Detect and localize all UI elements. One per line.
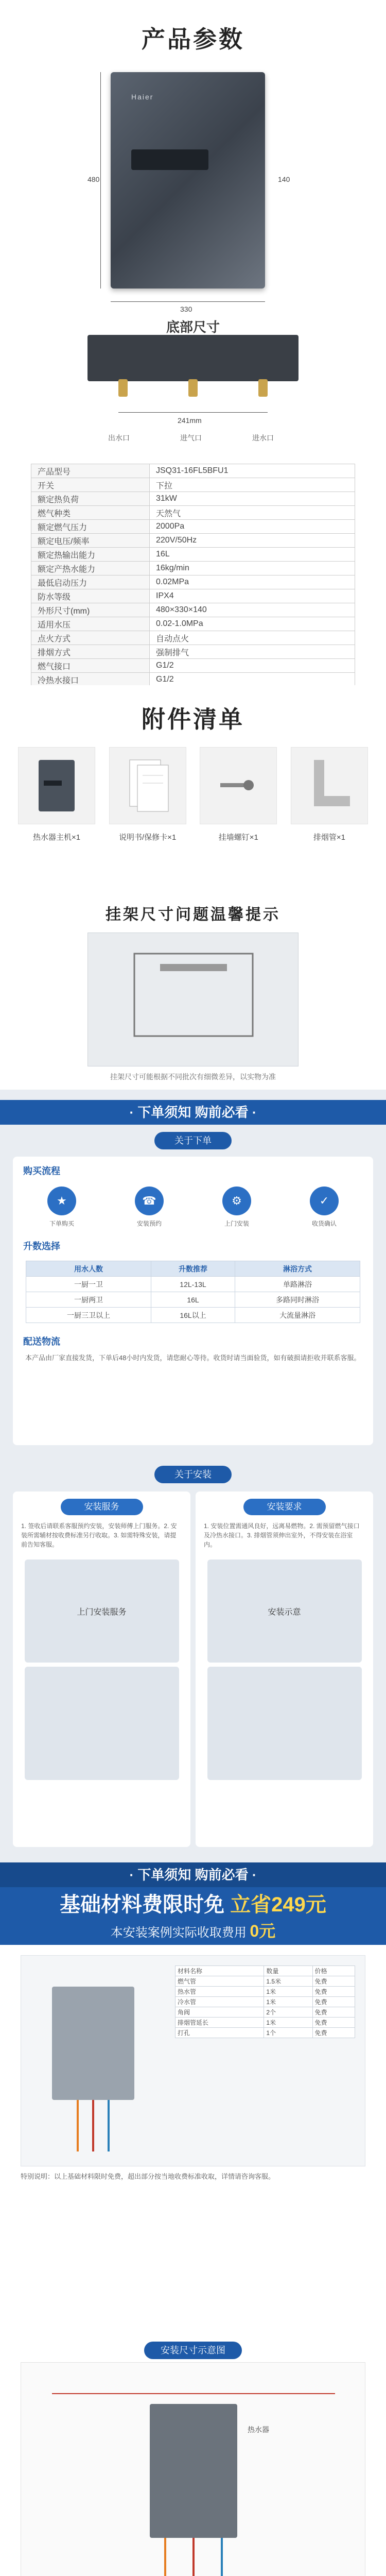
table-cell: 角阀 [176, 2007, 264, 2018]
free-materials-section [0, 1862, 386, 2342]
pipe-label: 进水口 [252, 434, 274, 442]
table-cell: 冷热水接口 [31, 673, 150, 686]
table-cell: 额定热负荷 [31, 492, 150, 506]
accessory-item [197, 747, 279, 850]
free-headline [0, 1888, 386, 1918]
calendar-icon: ☎ [135, 1187, 164, 1215]
table-cell: 大流量淋浴 [235, 1308, 360, 1323]
table-row [176, 2007, 355, 2018]
accessory-caption: 排烟管×1 [313, 833, 346, 842]
install-columns [13, 1492, 373, 1847]
table-cell: 免费 [312, 2007, 355, 2018]
table-cell: 防水等级 [31, 589, 150, 603]
install-service-column [13, 1492, 190, 1847]
table-cell: 开关 [31, 478, 150, 492]
free-banner: · 下单须知 购前必看 · [0, 1862, 386, 1887]
install-diagram-section [0, 2342, 386, 2576]
free-zero-price: 0元 [250, 1922, 276, 1940]
check-icon: ✓ [310, 1187, 339, 1215]
purchase-steps [13, 1177, 373, 1228]
table-cell: 1米 [264, 2018, 312, 2028]
accessory-caption: 说明书/保修卡×1 [119, 833, 177, 842]
install-service-image: 上门安装服务 [25, 1560, 179, 1663]
table-cell: 天然气 [150, 506, 355, 520]
table-cell: 1米 [264, 1997, 312, 2007]
height-dim-line [100, 72, 101, 289]
table-row [26, 1277, 360, 1292]
notice-pill: 关于下单 [154, 1132, 232, 1149]
bracket-section [0, 886, 386, 1090]
table-row [176, 1997, 355, 2007]
table-row [31, 575, 355, 589]
notice-card [13, 1157, 373, 1445]
table-row [31, 562, 355, 575]
table-cell: 220V/50Hz [150, 534, 355, 548]
table-cell: 一厨两卫 [26, 1292, 151, 1308]
table-cell: 31kW [150, 492, 355, 506]
table-cell: IPX4 [150, 589, 355, 603]
table-row [31, 534, 355, 548]
install-requirement-image-2 [207, 1667, 362, 1780]
notice-banner: · 下单须知 购前必看 · [0, 1100, 386, 1125]
purchase-flow-title: 购买流程 [23, 1166, 60, 1176]
table-cell: 点火方式 [31, 631, 150, 645]
table-row [26, 1292, 360, 1308]
free-headline-savings: 立省249元 [230, 1893, 326, 1916]
install-section [0, 1455, 386, 1862]
install-service-title: 安装服务 [61, 1499, 143, 1515]
table-cell: 适用水压 [31, 617, 150, 631]
accessories-section [0, 685, 386, 886]
table-cell: 下拉 [150, 478, 355, 492]
step-label: 安装预约 [136, 1220, 162, 1227]
diagram-pill: 安装尺寸示意图 [144, 2342, 242, 2359]
table-cell: 0.02-1.0MPa [150, 617, 355, 631]
product-front-image [111, 72, 265, 289]
table-row [31, 478, 355, 492]
table-cell: 一厨一卫 [26, 1277, 151, 1292]
bracket-title: 挂架尺寸问题温馨提示 [106, 906, 280, 923]
bottom-view-image [87, 335, 299, 381]
table-cell: 免费 [312, 1976, 355, 1987]
table-cell: 额定电压/频率 [31, 534, 150, 548]
table-cell: 产品型号 [31, 464, 150, 478]
table-cell: 1.5米 [264, 1976, 312, 1987]
table-cell: 免费 [312, 2028, 355, 2038]
accessories-row [15, 747, 371, 850]
table-cell: 强制排气 [150, 645, 355, 659]
table-header: 淋浴方式 [235, 1261, 360, 1277]
table-cell: 热水管 [176, 1987, 264, 1997]
pipe-gap-label: 241mm [178, 416, 202, 425]
table-cell: 额定热输出能力 [31, 548, 150, 562]
table-cell: 冷水管 [176, 1997, 264, 2007]
step-label: 收货确认 [311, 1220, 337, 1227]
free-notes: 特别说明：以上基础材料限时免费，超出部分按当地收费标准收取，详情请咨询客服。 [21, 2173, 275, 2180]
free-materials-header [0, 1862, 386, 1945]
flue-pipe-icon [291, 747, 368, 824]
table-cell: 外形尺寸(mm) [31, 603, 150, 617]
table-cell: 多路同时淋浴 [235, 1292, 360, 1308]
capacity-table [26, 1261, 360, 1323]
table-row [31, 492, 355, 506]
install-requirement-column [196, 1492, 373, 1847]
table-cell: 免费 [312, 1987, 355, 1997]
table-cell: 16L以上 [151, 1308, 235, 1323]
table-cell: 单路淋浴 [235, 1277, 360, 1292]
free-headline-text: 基础材料费限时免 [60, 1893, 225, 1916]
table-cell: 免费 [312, 2018, 355, 2028]
cart-icon: ★ [47, 1187, 76, 1215]
table-header: 升数推荐 [151, 1261, 235, 1277]
bracket-note: 挂架尺寸可能根据不同批次有细微差异，以实物为准 [110, 1073, 276, 1081]
table-row [31, 603, 355, 617]
table-row [31, 645, 355, 659]
step-item [33, 1187, 90, 1228]
table-cell: 燃气接口 [31, 659, 150, 673]
capacity-title: 升数选择 [23, 1241, 60, 1251]
install-requirement-image: 安装示意 [207, 1560, 362, 1663]
bottom-title: 底部尺寸 [166, 319, 220, 335]
table-cell: 打孔 [176, 2028, 264, 2038]
table-cell: 燃气种类 [31, 506, 150, 520]
width-dim-line [111, 301, 265, 302]
table-cell: 12L-13L [151, 1277, 235, 1292]
table-cell: 2个 [264, 2007, 312, 2018]
table-cell: 排烟方式 [31, 645, 150, 659]
accessory-item [15, 747, 98, 850]
specs-title: 产品参数 [142, 26, 244, 53]
table-cell: 免费 [312, 1997, 355, 2007]
table-cell: 2000Pa [150, 520, 355, 534]
screw-icon [200, 747, 277, 824]
table-cell: 自动点火 [150, 631, 355, 645]
height-dim-label: 480 [87, 175, 100, 183]
manual-icon [109, 747, 186, 824]
table-cell: 0.02MPa [150, 575, 355, 589]
table-cell: 一厨三卫以上 [26, 1308, 151, 1323]
table-cell: 16L [151, 1292, 235, 1308]
table-row [31, 659, 355, 673]
specs-table [31, 464, 355, 685]
table-row [176, 1966, 355, 1976]
table-row [31, 631, 355, 645]
pipe-icon [188, 379, 198, 397]
delivery-title: 配送物流 [23, 1336, 60, 1347]
control-panel [131, 149, 208, 170]
free-materials-table [175, 1965, 355, 2038]
step-item [208, 1187, 265, 1228]
table-row [176, 1976, 355, 1987]
install-service-text: 1. 签收后请联系客服预约安装，安装师傅上门服务。2. 安装所需辅材按收费标准另行收取。3. 如需特殊安装，请提前告知客服。 [21, 1522, 177, 1548]
install-diagram [21, 2362, 365, 2576]
table-row [26, 1308, 360, 1323]
free-subline-text: 本安装案例实际收取费用 [110, 1926, 247, 1940]
table-row [31, 673, 355, 686]
pipe-label: 进气口 [180, 434, 202, 442]
step-item [121, 1187, 178, 1228]
accessory-caption: 挂墙螺钉×1 [218, 833, 258, 842]
table-row [176, 2018, 355, 2028]
table-cell: 燃气管 [176, 1976, 264, 1987]
table-cell: G1/2 [150, 659, 355, 673]
install-service-image-2 [25, 1667, 179, 1780]
pipe-icon [118, 379, 128, 397]
accessory-item [107, 747, 189, 850]
pipe-gap-line [118, 412, 268, 413]
table-row [31, 506, 355, 520]
width-dim-label: 330 [180, 305, 192, 313]
free-subline [0, 1918, 386, 1942]
table-cell: 16L [150, 548, 355, 562]
notice-section [0, 1090, 386, 1455]
table-row [31, 520, 355, 534]
pipe-label: 出水口 [108, 434, 130, 442]
accessories-title: 附件清单 [142, 706, 244, 733]
table-cell: 1米 [264, 1987, 312, 1997]
accessory-item [288, 747, 371, 850]
table-cell: 额定产热水能力 [31, 562, 150, 575]
step-item [296, 1187, 353, 1228]
table-row [176, 1987, 355, 1997]
table-row [31, 548, 355, 562]
table-cell: JSQ31-16FL5BFU1 [150, 464, 355, 478]
table-cell: 价格 [312, 1966, 355, 1976]
accessory-caption: 热水器主机×1 [32, 833, 81, 842]
install-requirement-text: 1. 安装位置需通风良好，远离易燃物。2. 需预留燃气接口及冷热水接口。3. 排烟管须伸出室外，不得安装在浴室内。 [204, 1522, 360, 1548]
table-cell: 材料名称 [176, 1966, 264, 1976]
table-row [31, 464, 355, 478]
product-brand-mark: Haier [131, 93, 154, 101]
pipe-icon [258, 379, 268, 397]
table-cell: 16kg/min [150, 562, 355, 575]
depth-dim-label: 140 [278, 175, 290, 183]
table-header: 用水人数 [26, 1261, 151, 1277]
table-cell: 数量 [264, 1966, 312, 1976]
table-row [176, 2028, 355, 2038]
bracket-image [87, 933, 299, 1066]
install-requirement-title: 安装要求 [243, 1499, 326, 1515]
table-row [31, 617, 355, 631]
table-cell: 480×330×140 [150, 603, 355, 617]
step-label: 下单购买 [49, 1220, 74, 1227]
table-cell: 1个 [264, 2028, 312, 2038]
table-cell: G1/2 [150, 673, 355, 686]
specs-section [0, 0, 386, 685]
table-cell: 额定燃气压力 [31, 520, 150, 534]
table-cell: 最低启动压力 [31, 575, 150, 589]
wrench-icon: ⚙ [222, 1187, 251, 1215]
install-pill: 关于安装 [154, 1466, 232, 1483]
diagram-label-heater: 热水器 [248, 2426, 269, 2434]
delivery-text: 本产品由厂家直接发货，下单后48小时内发货，请您耐心等待。收货时请当面验货，如有破损请拒收并联系客服。 [25, 1354, 361, 1362]
table-cell: 排烟管延长 [176, 2018, 264, 2028]
table-row [31, 589, 355, 603]
heater-icon [18, 747, 95, 824]
step-label: 上门安装 [224, 1220, 249, 1227]
